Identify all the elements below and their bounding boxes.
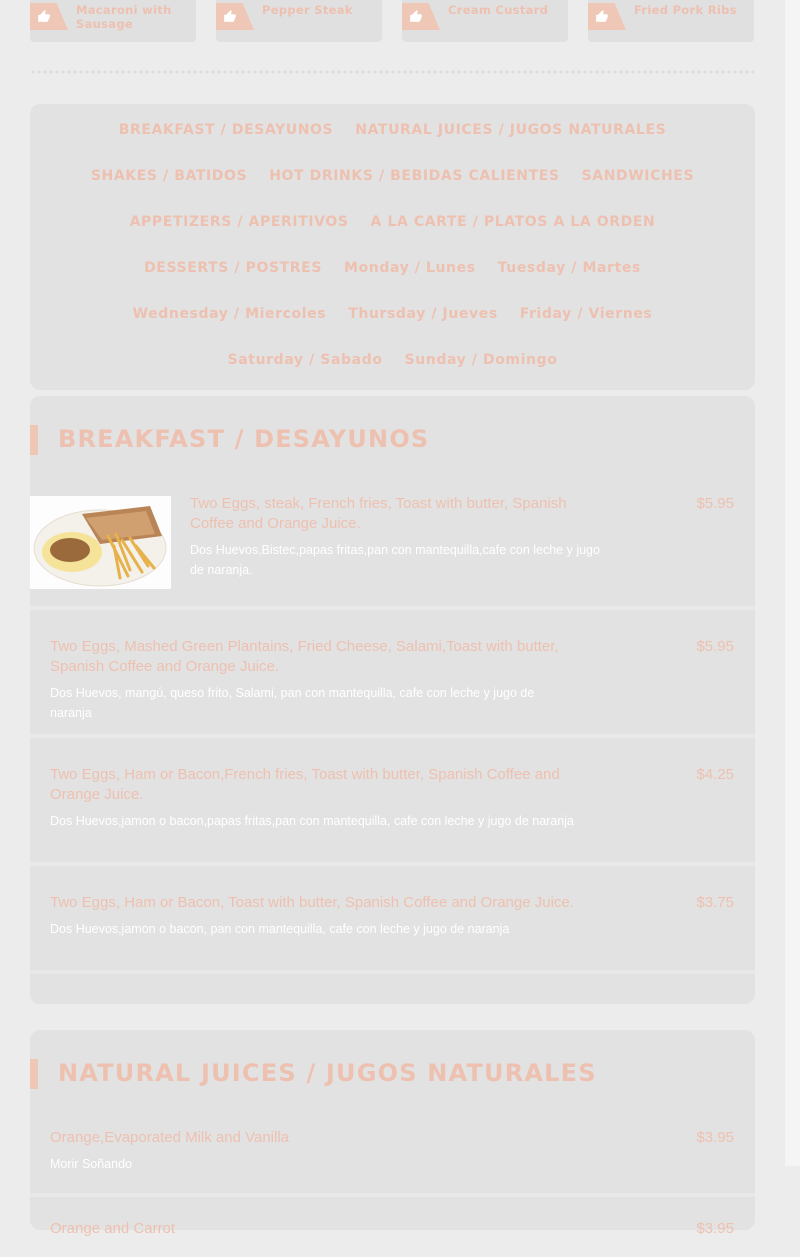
nav-hot-drinks[interactable]: HOT DRINKS / BEBIDAS CALIENTES <box>269 168 560 184</box>
item-name: Orange and Carrot <box>50 1220 176 1237</box>
nav-a-la-carte[interactable]: A LA CARTE / PLATOS A LA ORDEN <box>370 214 656 230</box>
item-price: $4.25 <box>696 766 734 783</box>
item-price: $3.95 <box>696 1129 734 1146</box>
nav-sunday[interactable]: Sunday / Domingo <box>404 352 558 368</box>
item-name: Orange,Evaporated Milk and Vanilla <box>50 1129 290 1146</box>
item-price: $5.95 <box>696 638 734 655</box>
category-nav <box>30 104 755 390</box>
menu-item[interactable] <box>30 494 755 610</box>
like-badge[interactable] <box>30 3 68 30</box>
nav-friday[interactable]: Friday / Viernes <box>519 306 653 322</box>
item-text <box>50 1219 575 1239</box>
item-description: Morir Soñando <box>50 1157 132 1171</box>
nav-desserts[interactable]: DESSERTS / POSTRES <box>144 260 323 276</box>
thumbs-up-icon <box>595 9 609 23</box>
thumbs-up-icon <box>37 9 51 23</box>
nav-thursday[interactable]: Thursday / Jueves <box>348 306 498 322</box>
menu-item[interactable] <box>30 1106 755 1197</box>
item-price: $3.75 <box>696 894 734 911</box>
scrollbar[interactable] <box>785 0 800 1166</box>
section-title: BREAKFAST / DESAYUNOS <box>58 425 430 453</box>
thumbs-up-icon <box>223 9 237 23</box>
item-description: Dos Huevos,jamon o bacon,papas fritas,pan con mantequilla, cafe con leche y jugo de naranja <box>50 814 574 828</box>
item-name: Two Eggs, Mashed Green Plantains, Fried Cheese, Salami,Toast with butter, Spanish Coffee and Orange Juice. <box>50 638 559 675</box>
thumbs-up-icon <box>409 9 423 23</box>
section-breakfast <box>30 396 755 1004</box>
item-name: Two Eggs, Ham or Bacon, Toast with butter, Spanish Coffee and Orange Juice. <box>50 894 574 911</box>
section-title: NATURAL JUICES / JUGOS NATURALES <box>58 1059 597 1087</box>
featured-card[interactable] <box>216 0 382 42</box>
item-description: Dos Huevos,Bistec,papas fritas,pan con mantequilla,cafe con leche y jugo de naranja. <box>190 543 600 577</box>
featured-card[interactable] <box>588 0 754 42</box>
item-text <box>190 494 600 580</box>
nav-shakes[interactable]: SHAKES / BATIDOS <box>90 168 248 184</box>
section-accent-bar <box>30 1059 38 1089</box>
featured-label: Fried Pork Ribs <box>634 3 737 17</box>
dotted-divider <box>30 70 755 74</box>
featured-strip <box>30 0 755 42</box>
nav-appetizers[interactable]: APPETIZERS / APERITIVOS <box>129 214 349 230</box>
featured-card[interactable] <box>402 0 568 42</box>
item-name: Two Eggs, steak, French fries, Toast with butter, Spanish Coffee and Orange Juice. <box>190 495 567 532</box>
nav-natural-juices[interactable]: NATURAL JUICES / JUGOS NATURALES <box>355 122 667 138</box>
section-natural-juices <box>30 1030 755 1237</box>
nav-monday[interactable]: Monday / Lunes <box>344 260 476 276</box>
nav-breakfast[interactable]: BREAKFAST / DESAYUNOS <box>118 122 334 138</box>
item-text <box>50 765 575 831</box>
plate-image <box>30 496 171 589</box>
item-text <box>50 893 575 939</box>
like-badge[interactable] <box>402 3 440 30</box>
nav-saturday[interactable]: Saturday / Sabado <box>227 352 383 368</box>
featured-card[interactable] <box>30 0 196 42</box>
item-price: $5.95 <box>696 495 734 512</box>
nav-wednesday[interactable]: Wednesday / Miercoles <box>132 306 327 322</box>
section-header <box>30 396 755 494</box>
menu-item[interactable] <box>30 610 755 738</box>
like-badge[interactable] <box>216 3 254 30</box>
menu-item[interactable] <box>30 1197 755 1257</box>
item-name: Two Eggs, Ham or Bacon,French fries, Toast with butter, Spanish Coffee and Orange Juice. <box>50 766 560 803</box>
section-accent-bar <box>30 425 38 455</box>
menu-item[interactable] <box>30 738 755 866</box>
featured-label: Cream Custard <box>448 3 549 17</box>
dish-photo[interactable] <box>30 496 171 589</box>
item-price: $3.95 <box>696 1220 734 1237</box>
featured-label: Macaroni with Sausage <box>76 3 172 31</box>
item-text <box>50 637 575 723</box>
item-description: Dos Huevos, mangú, queso frito, Salami, pan con mantequilla, cafe con leche y jugo de naranja <box>50 686 535 720</box>
nav-tuesday[interactable]: Tuesday / Martes <box>497 260 641 276</box>
menu-page <box>30 0 755 1237</box>
section-header <box>30 1030 755 1106</box>
like-badge[interactable] <box>588 3 626 30</box>
nav-sandwiches[interactable]: SANDWICHES <box>581 168 695 184</box>
menu-item[interactable] <box>30 866 755 974</box>
featured-label: Pepper Steak <box>262 3 353 17</box>
item-text <box>50 1128 575 1174</box>
item-description: Dos Huevos,jamon o bacon, pan con mantequilla, cafe con leche y jugo de naranja <box>50 922 510 936</box>
